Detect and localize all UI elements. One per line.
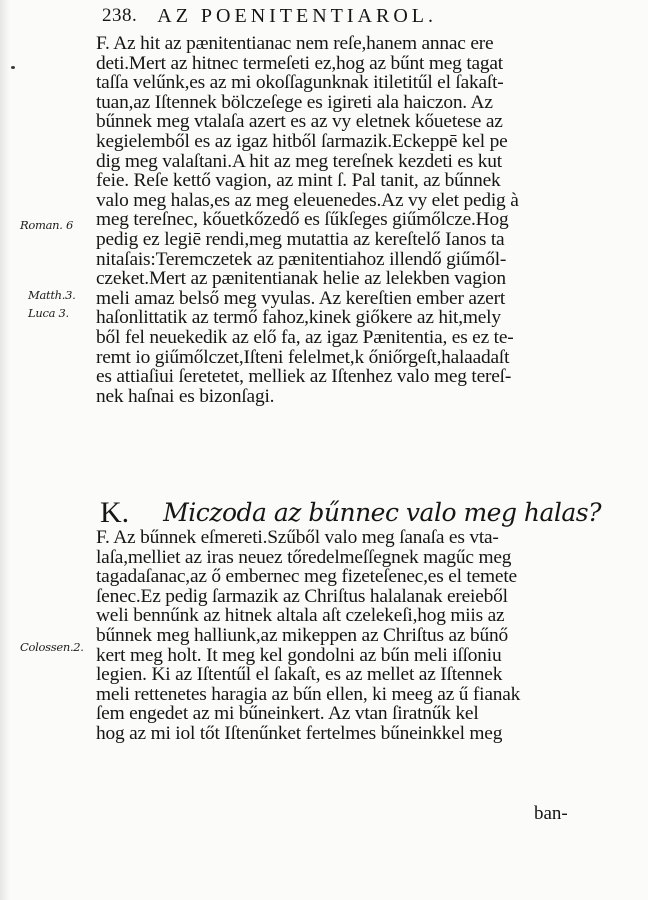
page-number: 238. xyxy=(102,5,138,26)
text-line: hog az mi iol tőt Iſtenűnket fertelmes bűneinkkel meg xyxy=(96,722,503,744)
text-line: nek haſnai es bizonſagi. xyxy=(96,385,275,407)
text-line: ſenec.Ez pedig ſarmazik az Chriſtus halalanak ereieből xyxy=(96,585,508,607)
margin-note-luke: Luca 3. xyxy=(28,306,69,320)
text-line: F. Az bűnnek eſmereti.Szűből valo meg ſanaſa es vta- xyxy=(96,527,499,548)
text-line: legien. Ki az Iſtentűl el ſakaſt, es az mellet az Iſtennek xyxy=(96,664,503,686)
margin-note-matthew: Matth.3. xyxy=(28,288,76,302)
text-line: taſſa velűnk,es az mi okoſſagunknak itiletitűl el ſakaſt- xyxy=(96,72,504,94)
text-line: valo meg halas,es az meg eleuenedes.Az vy elet pedig à xyxy=(96,189,519,211)
text-line: meli rettenetes haragia az bűn ellen, ki meeg az ű fianak xyxy=(96,683,521,705)
text-line: bűnnek meg halliunk,az mikeppen az Chriſtus az bűnő xyxy=(96,624,508,646)
catchword: ban- xyxy=(534,803,568,824)
text-line: nitaſais:Teremczetek az pænitentiahoz illendő giűmől- xyxy=(96,248,507,270)
text-line: tuan,az Iſtennek bölczeſege es igireti ala haiczon. Az xyxy=(96,91,493,113)
margin-note-colossians: Colossen.2. xyxy=(20,640,84,654)
text-line: haſonlittatik az termő fahoz,kinek giőkere az hit,mely xyxy=(96,307,501,329)
text-line: es attiaſiui ſeretetet, melliek az Iſtenhez valo meg tereſ- xyxy=(96,366,512,388)
heading-letter: K. xyxy=(100,496,130,529)
margin-note-romans: Roman. 6 xyxy=(20,218,73,232)
text-line: laſa,melliet az iras neuez tőredelmeſſegnek magűc meg xyxy=(96,546,512,568)
text-line: ſem engedet az mi bűneinkert. Az vtan ſiratnűk kel xyxy=(96,703,479,725)
text-line: weli bennűnk az hitnek altala aſt czelekeſi,hog miis az xyxy=(96,605,505,627)
text-line: F. Az hit az pænitentianac nem reſe,hanem annac ere xyxy=(96,33,494,54)
text-line: bűnnek meg vtalaſa azert es az vy eletnek kőuetese az xyxy=(96,111,503,133)
body-text-block-2 xyxy=(96,528,618,744)
ink-speck xyxy=(11,66,15,69)
text-line: meli amaz belső meg vyulas. Az kereſtien ember azert xyxy=(96,287,506,309)
text-line: dig meg valaſtani.A hit az meg tereſnek kezdeti es kut xyxy=(96,150,502,172)
text-line: kegielemből es az igaz hitből ſarmazik.Eckeppē kel pe xyxy=(96,130,508,152)
text-line: tagadaſanac,az ő embernec meg fizeteſenec,es el temete xyxy=(96,566,517,588)
text-line: czeket.Mert az pænitentianak helie az lelekben vagion xyxy=(96,268,506,290)
text-line: pedig ez legiē rendi,meg mutattia az kereſtelő Ianos ta xyxy=(96,228,505,250)
section-heading xyxy=(100,488,620,528)
body-text-block-1 xyxy=(96,34,618,406)
running-head: AZ POENITENTIAROL. xyxy=(157,5,437,27)
text-line: remt io giűmőlczet,Iſteni felelmet,k őniőrgeſt,halaadaſt xyxy=(96,346,510,368)
page-gutter xyxy=(0,0,10,900)
page-header xyxy=(102,5,602,35)
text-line: meg tereſnec, kőuetkőzedő es ſűkſeges giűmőlcze.Hog xyxy=(96,209,509,231)
text-line: kert meg holt. It meg kel gondolni az bűn meli iſſoniu xyxy=(96,644,502,666)
text-line: ből fel neuekedik az elő fa, az igaz Pænitentia, es ez te- xyxy=(96,326,514,348)
text-line: deti.Mert az hitnec termeſeti ez,hog az bűnt meg tagat xyxy=(96,52,503,74)
heading-text: Miczoda az bűnnec valo meg halas? xyxy=(163,498,602,527)
text-line: feie. Reſe kettő vagion, az mint ſ. Pal tanit, az bűnnek xyxy=(96,170,501,192)
